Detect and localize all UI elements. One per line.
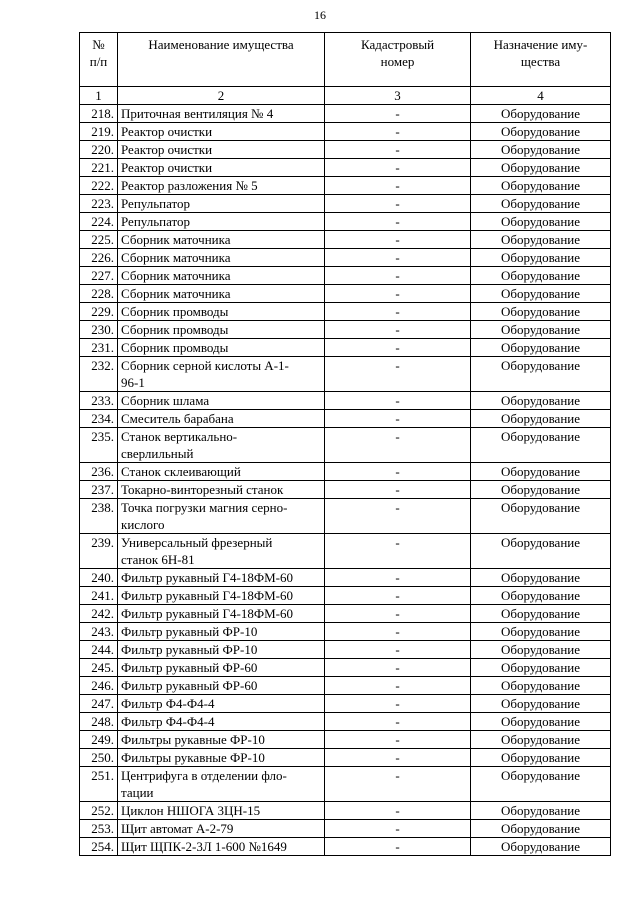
row-name: Сборник промводы	[118, 303, 325, 321]
row-purpose: Оборудование	[471, 499, 611, 534]
table-row	[80, 392, 611, 410]
row-name: Репульпатор	[118, 213, 325, 231]
row-purpose: Оборудование	[471, 321, 611, 339]
property-table	[79, 32, 611, 856]
row-number: 228.	[80, 285, 118, 303]
row-purpose: Оборудование	[471, 623, 611, 641]
row-number: 236.	[80, 463, 118, 481]
row-purpose: Оборудование	[471, 820, 611, 838]
row-name: Реактор очистки	[118, 159, 325, 177]
row-cadastral-number: -	[325, 195, 471, 213]
row-cadastral-number: -	[325, 213, 471, 231]
row-number: 244.	[80, 641, 118, 659]
row-purpose: Оборудование	[471, 659, 611, 677]
row-name: Приточная вентиляция № 4	[118, 105, 325, 123]
row-purpose: Оборудование	[471, 677, 611, 695]
table-row	[80, 713, 611, 731]
row-name: Фильтр Ф4-Ф4-4	[118, 695, 325, 713]
row-cadastral-number: -	[325, 303, 471, 321]
table-row	[80, 677, 611, 695]
table-row	[80, 231, 611, 249]
row-number: 234.	[80, 410, 118, 428]
row-name: Сборник шлама	[118, 392, 325, 410]
row-name: Сборник серной кислоты А-1- 96-1	[118, 357, 325, 392]
table-row	[80, 249, 611, 267]
row-cadastral-number: -	[325, 123, 471, 141]
table-row	[80, 428, 611, 463]
table-row	[80, 159, 611, 177]
table-row	[80, 569, 611, 587]
row-name: Циклон НШОГА 3ЦН-15	[118, 802, 325, 820]
table-row	[80, 267, 611, 285]
row-purpose: Оборудование	[471, 641, 611, 659]
row-purpose: Оборудование	[471, 410, 611, 428]
row-cadastral-number: -	[325, 767, 471, 802]
table-row	[80, 123, 611, 141]
table-row	[80, 838, 611, 856]
row-name: Универсальный фрезерный станок 6Н-81	[118, 534, 325, 569]
row-name: Сборник промводы	[118, 321, 325, 339]
table-row	[80, 767, 611, 802]
row-name: Реактор разложения № 5	[118, 177, 325, 195]
row-cadastral-number: -	[325, 177, 471, 195]
column-number-4: 4	[471, 87, 611, 105]
row-number: 245.	[80, 659, 118, 677]
table-row	[80, 641, 611, 659]
column-number-2: 2	[118, 87, 325, 105]
row-cadastral-number: -	[325, 339, 471, 357]
row-name: Реактор очистки	[118, 123, 325, 141]
row-number: 227.	[80, 267, 118, 285]
row-name: Станок склеивающий	[118, 463, 325, 481]
row-cadastral-number: -	[325, 623, 471, 641]
table-body	[80, 105, 611, 856]
row-cadastral-number: -	[325, 463, 471, 481]
row-name: Сборник маточника	[118, 231, 325, 249]
table-row	[80, 339, 611, 357]
row-purpose: Оборудование	[471, 569, 611, 587]
row-number: 219.	[80, 123, 118, 141]
table-row	[80, 105, 611, 123]
row-cadastral-number: -	[325, 641, 471, 659]
row-purpose: Оборудование	[471, 213, 611, 231]
table-row	[80, 303, 611, 321]
row-purpose: Оборудование	[471, 285, 611, 303]
row-number: 229.	[80, 303, 118, 321]
row-cadastral-number: -	[325, 534, 471, 569]
row-number: 224.	[80, 213, 118, 231]
row-purpose: Оборудование	[471, 339, 611, 357]
row-purpose: Оборудование	[471, 177, 611, 195]
row-number: 246.	[80, 677, 118, 695]
row-name: Щит автомат А-2-79	[118, 820, 325, 838]
row-purpose: Оборудование	[471, 195, 611, 213]
row-cadastral-number: -	[325, 321, 471, 339]
row-number: 237.	[80, 481, 118, 499]
row-number: 242.	[80, 605, 118, 623]
row-purpose: Оборудование	[471, 767, 611, 802]
row-purpose: Оборудование	[471, 267, 611, 285]
row-number: 226.	[80, 249, 118, 267]
row-cadastral-number: -	[325, 677, 471, 695]
row-cadastral-number: -	[325, 820, 471, 838]
row-cadastral-number: -	[325, 267, 471, 285]
row-number: 239.	[80, 534, 118, 569]
row-cadastral-number: -	[325, 249, 471, 267]
row-name: Сборник промводы	[118, 339, 325, 357]
table-row	[80, 820, 611, 838]
row-cadastral-number: -	[325, 838, 471, 856]
row-cadastral-number: -	[325, 749, 471, 767]
row-number: 243.	[80, 623, 118, 641]
row-cadastral-number: -	[325, 159, 471, 177]
row-number: 223.	[80, 195, 118, 213]
row-name: Станок вертикально- сверлильный	[118, 428, 325, 463]
row-number: 252.	[80, 802, 118, 820]
row-purpose: Оборудование	[471, 534, 611, 569]
row-number: 249.	[80, 731, 118, 749]
table-row	[80, 802, 611, 820]
row-cadastral-number: -	[325, 802, 471, 820]
row-purpose: Оборудование	[471, 123, 611, 141]
row-purpose: Оборудование	[471, 357, 611, 392]
row-cadastral-number: -	[325, 713, 471, 731]
row-purpose: Оборудование	[471, 105, 611, 123]
row-purpose: Оборудование	[471, 249, 611, 267]
row-cadastral-number: -	[325, 285, 471, 303]
row-number: 218.	[80, 105, 118, 123]
table-row	[80, 499, 611, 534]
row-number: 247.	[80, 695, 118, 713]
row-cadastral-number: -	[325, 357, 471, 392]
row-purpose: Оборудование	[471, 713, 611, 731]
row-number: 241.	[80, 587, 118, 605]
table-row	[80, 195, 611, 213]
row-name: Реактор очистки	[118, 141, 325, 159]
row-purpose: Оборудование	[471, 231, 611, 249]
row-name: Токарно-винторезный станок	[118, 481, 325, 499]
row-name: Фильтр рукавный ФР-60	[118, 677, 325, 695]
table-row	[80, 357, 611, 392]
row-cadastral-number: -	[325, 481, 471, 499]
table-row	[80, 731, 611, 749]
row-purpose: Оборудование	[471, 428, 611, 463]
row-cadastral-number: -	[325, 105, 471, 123]
row-number: 248.	[80, 713, 118, 731]
header-num: № п/п	[80, 33, 118, 87]
row-number: 253.	[80, 820, 118, 838]
row-name: Репульпатор	[118, 195, 325, 213]
row-number: 222.	[80, 177, 118, 195]
row-number: 231.	[80, 339, 118, 357]
row-cadastral-number: -	[325, 141, 471, 159]
table-row	[80, 463, 611, 481]
row-purpose: Оборудование	[471, 587, 611, 605]
row-name: Сборник маточника	[118, 285, 325, 303]
row-number: 221.	[80, 159, 118, 177]
row-purpose: Оборудование	[471, 481, 611, 499]
header-purpose: Назначение иму- щества	[471, 33, 611, 87]
row-name: Фильтр рукавный Г4-18ФМ-60	[118, 569, 325, 587]
table-row	[80, 177, 611, 195]
row-name: Сборник маточника	[118, 249, 325, 267]
row-purpose: Оборудование	[471, 838, 611, 856]
row-name: Фильтр рукавный Г4-18ФМ-60	[118, 605, 325, 623]
row-purpose: Оборудование	[471, 749, 611, 767]
row-name: Фильтр рукавный ФР-10	[118, 623, 325, 641]
table-row	[80, 213, 611, 231]
row-number: 240.	[80, 569, 118, 587]
table-row	[80, 410, 611, 428]
row-number: 254.	[80, 838, 118, 856]
row-name: Сборник маточника	[118, 267, 325, 285]
row-name: Фильтр рукавный Г4-18ФМ-60	[118, 587, 325, 605]
row-number: 235.	[80, 428, 118, 463]
table-header	[80, 33, 611, 105]
table-row	[80, 659, 611, 677]
row-cadastral-number: -	[325, 695, 471, 713]
row-name: Точка погрузки магния серно- кислого	[118, 499, 325, 534]
header-cadastral: Кадастровый номер	[325, 33, 471, 87]
row-purpose: Оборудование	[471, 695, 611, 713]
table-row	[80, 481, 611, 499]
row-cadastral-number: -	[325, 569, 471, 587]
page-number: 16	[314, 8, 326, 22]
table-row	[80, 605, 611, 623]
row-purpose: Оборудование	[471, 605, 611, 623]
table-row	[80, 321, 611, 339]
table-row	[80, 587, 611, 605]
row-cadastral-number: -	[325, 392, 471, 410]
table-row	[80, 749, 611, 767]
row-cadastral-number: -	[325, 659, 471, 677]
column-number-3: 3	[325, 87, 471, 105]
row-purpose: Оборудование	[471, 802, 611, 820]
row-purpose: Оборудование	[471, 159, 611, 177]
row-purpose: Оборудование	[471, 731, 611, 749]
column-number-1: 1	[80, 87, 118, 105]
row-name: Щит ЩПК-2-3Л 1-600 №1649	[118, 838, 325, 856]
header-name: Наименование имущества	[118, 33, 325, 87]
row-name: Фильтр рукавный ФР-60	[118, 659, 325, 677]
row-purpose: Оборудование	[471, 303, 611, 321]
row-name: Фильтры рукавные ФР-10	[118, 731, 325, 749]
row-purpose: Оборудование	[471, 392, 611, 410]
row-purpose: Оборудование	[471, 141, 611, 159]
row-number: 230.	[80, 321, 118, 339]
table-row	[80, 285, 611, 303]
row-purpose: Оборудование	[471, 463, 611, 481]
row-number: 225.	[80, 231, 118, 249]
row-name: Фильтры рукавные ФР-10	[118, 749, 325, 767]
table-row	[80, 695, 611, 713]
row-cadastral-number: -	[325, 587, 471, 605]
table-row	[80, 141, 611, 159]
row-cadastral-number: -	[325, 231, 471, 249]
row-cadastral-number: -	[325, 428, 471, 463]
row-number: 232.	[80, 357, 118, 392]
table-row	[80, 534, 611, 569]
row-number: 250.	[80, 749, 118, 767]
row-name: Фильтр рукавный ФР-10	[118, 641, 325, 659]
row-cadastral-number: -	[325, 410, 471, 428]
row-name: Смеситель барабана	[118, 410, 325, 428]
table-row	[80, 623, 611, 641]
row-name: Центрифуга в отделении фло- тации	[118, 767, 325, 802]
row-cadastral-number: -	[325, 605, 471, 623]
row-number: 251.	[80, 767, 118, 802]
row-number: 238.	[80, 499, 118, 534]
row-number: 220.	[80, 141, 118, 159]
row-number: 233.	[80, 392, 118, 410]
row-cadastral-number: -	[325, 499, 471, 534]
row-cadastral-number: -	[325, 731, 471, 749]
row-name: Фильтр Ф4-Ф4-4	[118, 713, 325, 731]
